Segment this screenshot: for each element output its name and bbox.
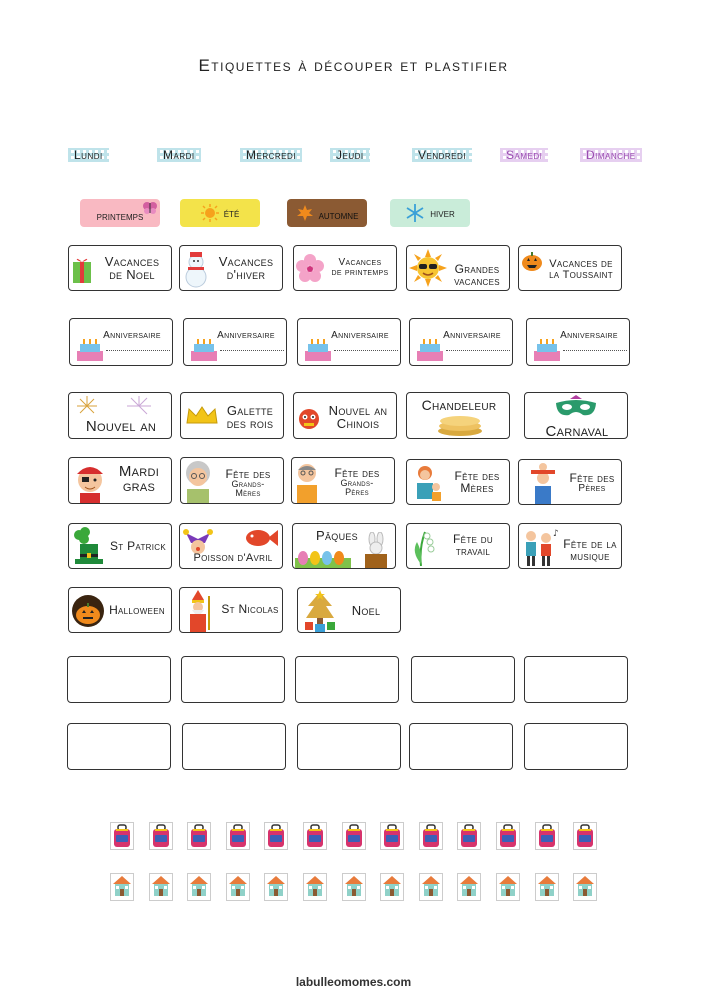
mother-child-icon [411, 463, 445, 503]
house-icon [187, 873, 211, 901]
card-line: Fête du [453, 532, 493, 546]
blank-label-card [524, 723, 628, 770]
label-card-vacances-printemps [293, 245, 397, 291]
day-label-mercredi: Mercredi [240, 148, 302, 162]
writing-line [220, 350, 284, 351]
card-line: Galette [226, 403, 274, 418]
day-label-jeudi: Jeudi [330, 148, 370, 162]
card-line: Grandes [454, 262, 500, 276]
card-text: Poisson d'Avril [193, 552, 273, 564]
school-bag-icon [110, 822, 134, 850]
blank-label-card [67, 656, 171, 703]
house-icon [496, 873, 520, 901]
svg-text:♪: ♪ [553, 529, 559, 539]
card-line: Fête des [225, 467, 271, 481]
butterfly-icon [142, 201, 158, 215]
writing-line [334, 350, 398, 351]
card-line: Pères [578, 483, 606, 494]
leprechaun-hat-icon [71, 527, 105, 567]
card-line: d'hiver [226, 267, 266, 282]
halloween-pumpkin-icon [71, 594, 105, 628]
birthday-cake-icon [189, 339, 219, 363]
label-card-anniversaire [183, 318, 287, 366]
blank-label-card [411, 656, 515, 703]
blank-label-card [67, 723, 171, 770]
snowman-icon [182, 250, 210, 288]
label-card-fete-meres [406, 459, 510, 505]
school-bag-icon [496, 822, 520, 850]
card-line: Pères [345, 487, 369, 497]
page-title: Etiquettes à découper et plastifier [198, 56, 509, 75]
house-icon [149, 873, 173, 901]
card-line: Vacances de [549, 258, 613, 270]
saint-nicolas-icon [182, 590, 214, 632]
sun-icon [201, 204, 219, 222]
school-bag-icon [342, 822, 366, 850]
card-line: Chinois [336, 416, 380, 431]
card-line: Vacances [338, 257, 382, 268]
card-line: Mardi [118, 463, 160, 480]
school-bag-icon [303, 822, 327, 850]
label-card-vacances-noel [68, 245, 172, 291]
label-card-anniversaire [526, 318, 630, 366]
label-card-paques [292, 523, 396, 569]
house-icon [110, 873, 134, 901]
writing-line [106, 350, 170, 351]
day-label-lundi: Lundi [68, 148, 109, 162]
fireworks-icon [73, 395, 169, 417]
label-card-carnaval [524, 392, 628, 439]
blank-label-card [297, 723, 401, 770]
anniversaire-label: Anniversaire [443, 330, 501, 341]
card-text: Halloween [109, 603, 165, 617]
season-label: été [223, 206, 240, 220]
blank-label-card [295, 656, 399, 703]
school-bag-icon [149, 822, 173, 850]
label-card-st-patrick [68, 523, 172, 569]
label-card-halloween [68, 587, 172, 633]
card-line: Mères [235, 488, 261, 498]
father-child-icon [521, 462, 565, 504]
card-text: St Patrick [110, 539, 166, 553]
card-line: Grands- [231, 479, 265, 489]
easter-bunny-icon [363, 532, 389, 568]
label-card-st-nicolas [179, 587, 283, 633]
label-card-fete-peres [518, 459, 622, 505]
label-card-vacances-hiver [179, 245, 283, 291]
card-line: de printemps [331, 267, 389, 278]
grandmother-icon [182, 459, 214, 503]
easter-eggs-icon [295, 542, 351, 568]
label-card-nouvel-an [68, 392, 172, 439]
anniversaire-label: Anniversaire [331, 330, 389, 341]
season-ete [180, 199, 260, 227]
school-bag-icon [226, 822, 250, 850]
crepes-icon [437, 413, 483, 437]
label-card-grandes-vacances [406, 245, 510, 291]
day-label-mardi: Mardi [157, 148, 201, 162]
school-bag-icon [380, 822, 404, 850]
chinese-dragon-icon [296, 405, 322, 433]
christmas-tree-icon [302, 590, 338, 632]
season-printemps [80, 199, 160, 227]
school-bag-icon [535, 822, 559, 850]
school-bag-icon [264, 822, 288, 850]
card-line: Grands- [340, 478, 374, 488]
season-hiver [390, 199, 470, 227]
card-line: Fête de la [563, 537, 617, 551]
label-card-galette-des-rois [180, 392, 284, 439]
house-icon [264, 873, 288, 901]
pirate-child-icon [72, 460, 108, 504]
label-card-fete-grands-peres [291, 457, 395, 504]
blank-label-card [524, 656, 628, 703]
label-card-anniversaire [409, 318, 513, 366]
jester-icon [183, 525, 213, 555]
label-card-fete-musique [518, 523, 622, 569]
label-card-chandeleur [406, 392, 510, 439]
snowflake-icon [405, 203, 425, 223]
anniversaire-label: Anniversaire [217, 330, 275, 341]
card-text: Nouvel an [85, 418, 157, 435]
day-label-vendredi: Vendredi [412, 148, 472, 162]
house-icon [380, 873, 404, 901]
musicians-icon [521, 526, 561, 568]
house-icon [457, 873, 481, 901]
label-card-fete-grands-meres [180, 457, 284, 504]
card-text: St Nicolas [221, 602, 279, 616]
season-label: hiver [430, 206, 455, 220]
label-card-nouvel-an-chinois [293, 392, 397, 439]
sunglasses-sun-icon [409, 249, 447, 287]
fish-icon [244, 528, 278, 548]
label-card-vacances-toussaint [518, 245, 622, 291]
house-icon [573, 873, 597, 901]
card-line: de Noel [109, 267, 155, 282]
card-line: Vacances [218, 254, 274, 269]
house-icon [419, 873, 443, 901]
card-line: des rois [226, 416, 274, 431]
carnival-mask-icon [553, 395, 599, 421]
card-line: Fête des [569, 471, 615, 485]
card-text: Pâques [316, 528, 358, 543]
autumn-leaf-icon [296, 204, 314, 222]
school-bag-icon [573, 822, 597, 850]
card-line: gras [122, 478, 156, 495]
school-bag-icon [187, 822, 211, 850]
birthday-cake-icon [415, 339, 445, 363]
season-automne [287, 199, 367, 227]
school-bag-icon [419, 822, 443, 850]
writing-line [446, 350, 510, 351]
label-card-poisson-avril [179, 523, 283, 569]
card-line: travail [455, 544, 491, 558]
grandfather-icon [293, 460, 321, 504]
anniversaire-label: Anniversaire [560, 330, 618, 341]
card-text: Chandeleur [421, 397, 497, 413]
label-card-anniversaire [297, 318, 401, 366]
season-label: printemps [96, 209, 144, 223]
pumpkin-icon [521, 250, 543, 272]
lily-of-the-valley-icon [411, 528, 437, 566]
house-icon [535, 873, 559, 901]
card-line: la Toussaint [549, 269, 613, 281]
label-card-noel [297, 587, 401, 633]
day-label-dimanche: Dimanche [580, 148, 642, 162]
cherry-blossom-icon [296, 254, 324, 282]
label-card-mardi-gras [68, 457, 172, 504]
birthday-cake-icon [75, 339, 105, 363]
card-line: vacances [454, 274, 500, 288]
blank-label-card [181, 656, 285, 703]
blank-label-card [182, 723, 286, 770]
label-card-anniversaire [69, 318, 173, 366]
writing-line [563, 350, 627, 351]
footer-website: labulleomomes.com [295, 975, 412, 989]
card-line: Mères [460, 481, 494, 495]
house-icon [303, 873, 327, 901]
anniversaire-label: Anniversaire [103, 330, 161, 341]
card-line: Fête des [454, 469, 500, 483]
card-line: musique [570, 549, 610, 563]
blank-label-card [409, 723, 513, 770]
card-line: Vacances [104, 254, 160, 269]
gift-icon [72, 256, 92, 284]
day-label-samedi: Samedi [500, 148, 548, 162]
birthday-cake-icon [532, 339, 562, 363]
card-text: Noel [351, 603, 381, 618]
house-icon [226, 873, 250, 901]
school-bag-icon [457, 822, 481, 850]
house-icon [342, 873, 366, 901]
season-label: automne [318, 208, 359, 222]
card-line: Nouvel an [328, 403, 388, 418]
crown-icon [186, 405, 218, 425]
card-line: Fête des [334, 466, 380, 480]
birthday-cake-icon [303, 339, 333, 363]
label-card-fete-travail [406, 523, 510, 569]
card-text: Carnaval [545, 423, 609, 439]
